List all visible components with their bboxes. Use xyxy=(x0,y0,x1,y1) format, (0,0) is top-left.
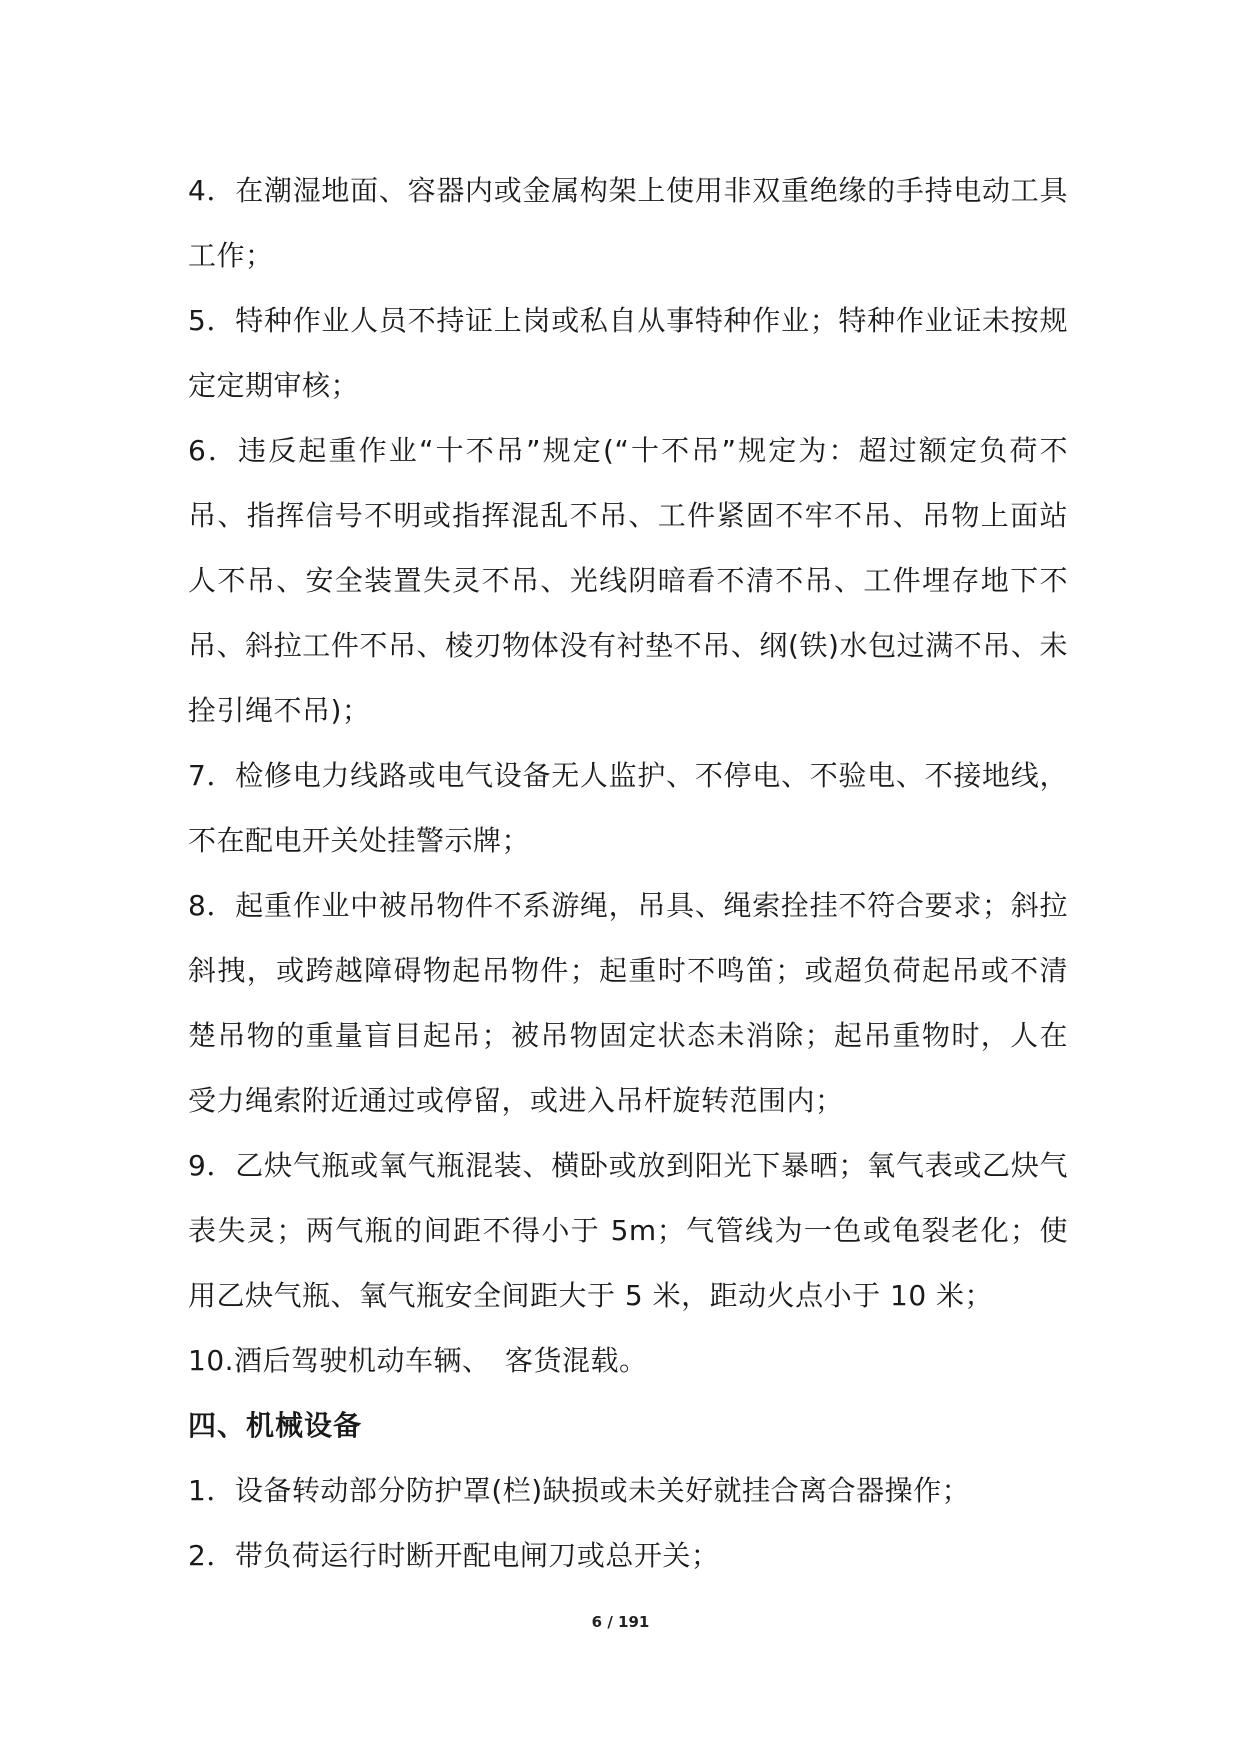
document-body xyxy=(188,158,1068,1588)
section-heading: 四、机械设备 xyxy=(188,1409,363,1442)
paragraph-item-7: 7．检修电力线路或电气设备无人监护、不停电、不验电、不接地线，不在配电开关处挂警示牌； xyxy=(188,759,1068,857)
paragraph-item-10: 10.酒后驾驶机动车辆、 客货混载。 xyxy=(188,1344,648,1377)
paragraph-item-8: 8．起重作业中被吊物件不系游绳，吊具、绳索拴挂不符合要求；斜拉斜拽，或跨越障碍物起吊物件；起重时不鸣笛；或超负荷起吊或不清楚吊物的重量盲目起吊；被吊物固定状态未消除；起吊重物时，人在受力绳索附近通过或停留，或进入吊杆旋转范围内； xyxy=(188,889,1068,1117)
section-paragraph-2: 2．带负荷运行时断开配电闸刀或总开关； xyxy=(188,1539,720,1572)
paragraph-item-9: 9．乙炔气瓶或氧气瓶混装、横卧或放到阳光下暴晒；氧气表或乙炔气表失灵；两气瓶的间距不得小于 5m；气管线为一色或龟裂老化；使用乙炔气瓶、氧气瓶安全间距大于 5 米，距动火点小于 10 米； xyxy=(188,1149,1068,1312)
paragraph-item-6: 6．违反起重作业“十不吊”规定(“十不吊”规定为：超过额定负荷不吊、指挥信号不明或指挥混乱不吊、工件紧固不牢不吊、吊物上面站人不吊、安全装置失灵不吊、光线阴暗看不清不吊、工件埋存地下不吊、斜拉工件不吊、棱刃物体没有衬垫不吊、纲(铁)水包过满不吊、未拴引绳不吊)； xyxy=(188,434,1068,727)
paragraph-item-5: 5．特种作业人员不持证上岗或私自从事特种作业；特种作业证未按规定定期审核； xyxy=(188,304,1068,402)
page-number: 6 / 191 xyxy=(591,1613,650,1631)
section-paragraph-1: 1．设备转动部分防护罩(栏)缺损或未关好就挂合离合器操作； xyxy=(188,1474,971,1507)
paragraph-item-4: 4．在潮湿地面、容器内或金属构架上使用非双重绝缘的手持电动工具工作； xyxy=(188,174,1068,272)
